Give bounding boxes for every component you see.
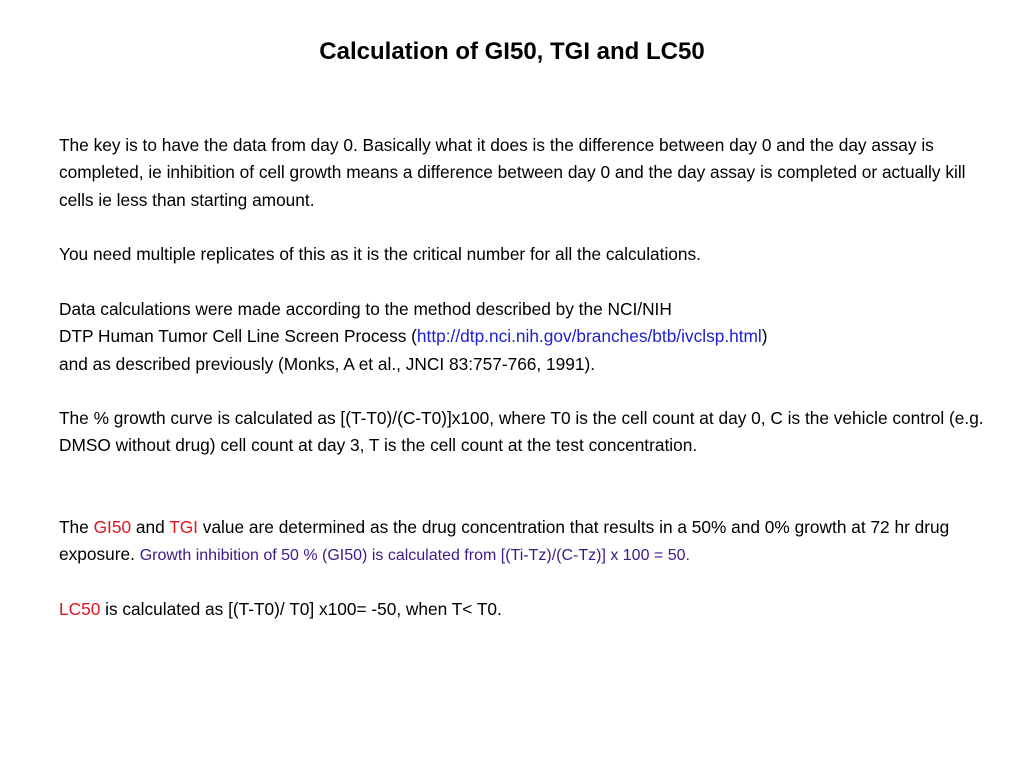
paragraph-gi50-tgi [59,514,1009,570]
tgi-term: TGI [169,517,198,537]
method-line-1: Data calculations were made according to the method described by the NCI/NIH [59,299,672,319]
method-line-2-suffix: ) [761,326,768,347]
dtp-nci-link[interactable]: http://dtp.nci.nih.gov/branches/btb/ivclsp.html [416,326,762,347]
gi50-tgi-prefix: The [59,517,94,537]
lc50-term: LC50 [59,599,101,619]
method-line-2-prefix: DTP Human Tumor Cell Line Screen Process ( [59,326,417,347]
method-line-2 [59,323,1009,350]
paragraph-day-zero-key: The key is to have the data from day 0. Basically what it does is the difference between day 0 and the day assay is completed, ie inhibition of cell growth means a difference between day 0 and the day assay is completed or actually kill cells ie less than starting amount. [59,135,966,210]
paragraph-replicates: You need multiple replicates of this as it is the critical number for all the calculations. [59,244,701,264]
gi50-formula: Growth inhibition of 50 % (GI50) is calculated from [(Ti-Tz)/(C-Tz)] x 100 = 50. [139,547,690,565]
gi50-tgi-rest: value are determined as the drug concentration that results in a 50% and 0% growth at 72 hr drug exposure. [59,517,950,565]
paragraph-method-reference [59,296,1009,378]
gi50-tgi-mid: and [131,517,170,537]
paragraph-lc50 [59,596,1009,623]
paragraph-growth-curve: The % growth curve is calculated as [(T-T0)/(C-T0)]x100, where T0 is the cell count at day 0, C is the vehicle control (e.g. DMSO without drug) cell count at day 3, T is the cell count at the test concentration. [59,408,984,456]
method-line-3: and as described previously (Monks, A et al., JNCI 83:757-766, 1991). [59,353,596,374]
slide-title: Calculation of GI50, TGI and LC50 [319,38,705,66]
lc50-rest: is calculated as [(T-T0)/ T0] x100= -50, when T< T0. [100,599,502,619]
gi50-term: GI50 [93,517,132,537]
